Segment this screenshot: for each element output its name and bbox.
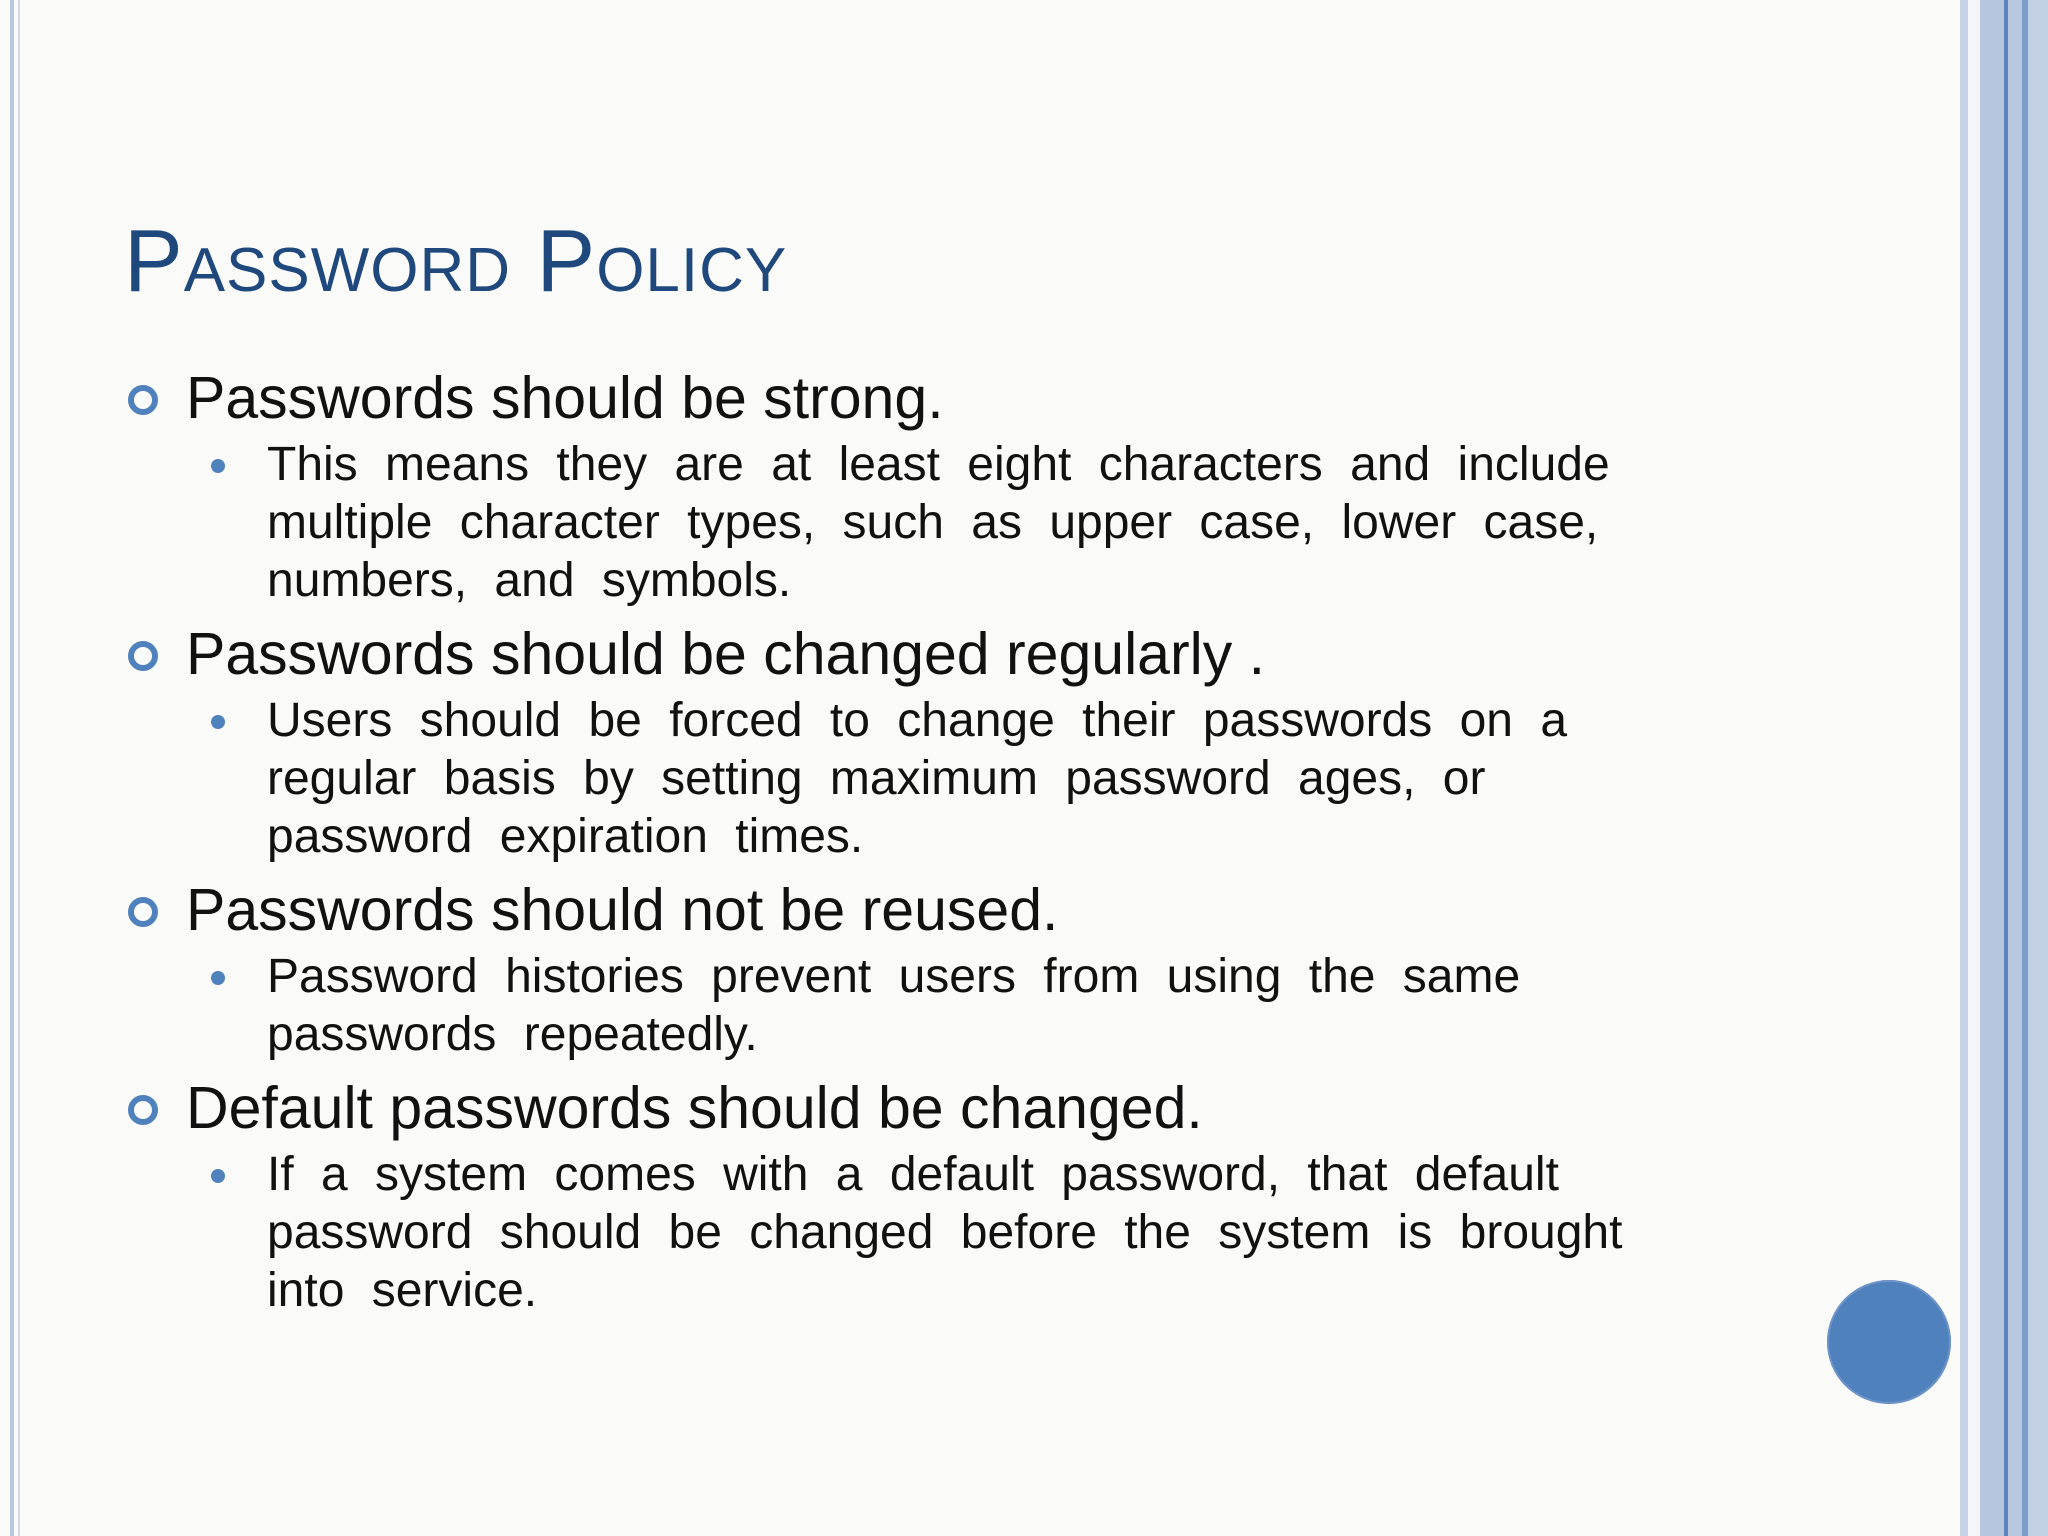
dot-bullet-icon <box>211 715 225 729</box>
bullet-list <box>0 360 1900 1320</box>
dot-bullet-icon <box>211 459 225 473</box>
right-decor-stripe <box>2008 0 2022 1536</box>
right-decor-stripe <box>1968 0 1980 1536</box>
bullet-detail <box>0 1146 1717 1320</box>
bullet-heading-text: Passwords should be changed regularly . <box>186 621 1266 687</box>
dot-bullet-icon <box>211 971 225 985</box>
bullet-heading <box>0 360 1900 436</box>
slide-title: Password Policy <box>124 211 788 310</box>
bullet-detail <box>0 436 1717 610</box>
bullet-detail-text: This means they are at least eight characters and include multiple character types, such as upper case, lower case, numbers, and symbols. <box>267 438 1610 607</box>
bullet-detail-text: If a system comes with a default password, that default password should be changed before the system is brought into service. <box>267 1148 1623 1317</box>
ring-bullet-icon <box>128 897 158 927</box>
right-decor-stripe <box>1980 0 2004 1536</box>
bullet-item <box>0 616 1900 866</box>
bullet-item <box>0 872 1900 1064</box>
bullet-heading-text: Passwords should be strong. <box>186 365 944 431</box>
bullet-heading-text: Passwords should not be reused. <box>186 877 1059 943</box>
ring-bullet-icon <box>128 385 158 415</box>
ring-bullet-icon <box>128 641 158 671</box>
right-decor-stripe <box>2028 0 2048 1536</box>
ring-bullet-icon <box>128 1095 158 1125</box>
bullet-heading-text: Default passwords should be changed. <box>186 1075 1203 1141</box>
right-decor-stripe <box>1960 0 1968 1536</box>
bullet-detail <box>0 948 1717 1064</box>
bullet-item <box>0 360 1900 610</box>
bullet-detail-text: Users should be forced to change their passwords on a regular basis by setting maximum password ages, or password expiration times. <box>267 694 1568 863</box>
bullet-heading <box>0 872 1900 948</box>
bullet-detail-text: Password histories prevent users from using the same passwords repeatedly. <box>267 950 1521 1061</box>
bullet-heading <box>0 1070 1900 1146</box>
dot-bullet-icon <box>211 1169 225 1183</box>
bullet-heading <box>0 616 1900 692</box>
bullet-detail <box>0 692 1717 866</box>
bullet-item <box>0 1070 1900 1320</box>
